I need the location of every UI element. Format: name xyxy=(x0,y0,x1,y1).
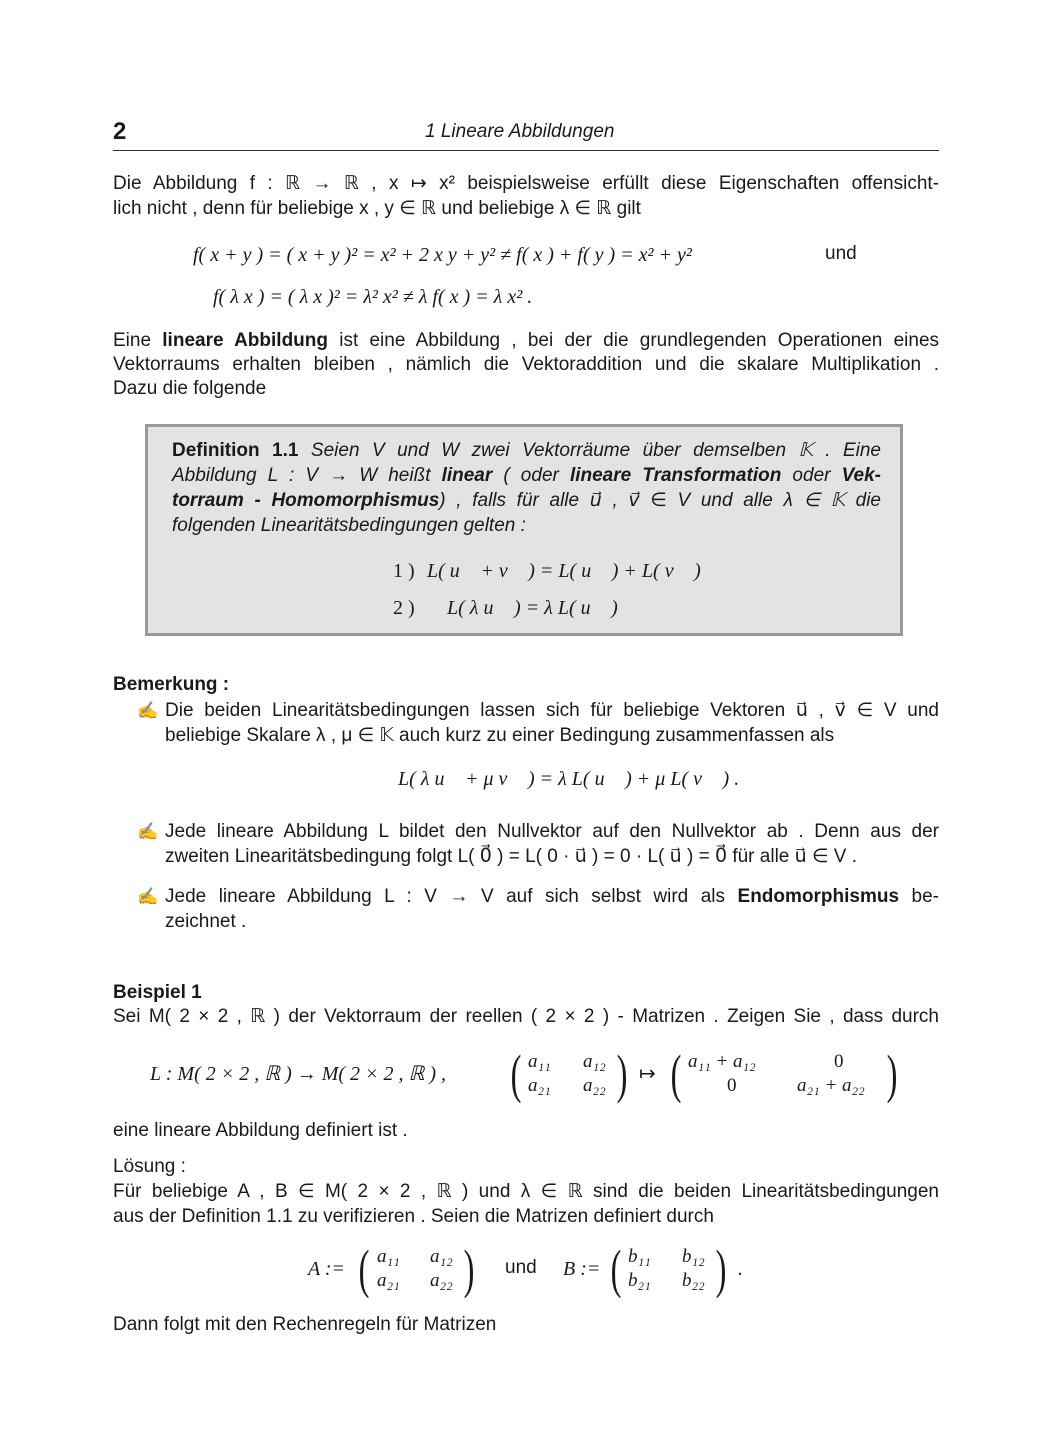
definition-text-2a: Abbildung L : V → W heißt xyxy=(172,465,442,486)
definition-text-2c: ( oder xyxy=(492,465,570,486)
matrix-A-a21: a₂₁ xyxy=(377,1270,400,1291)
lineare-bold: lineare Abbildung xyxy=(162,330,328,351)
mapsto-arrow: ↦ xyxy=(639,1063,656,1085)
matrix-B-left-paren: ( xyxy=(610,1239,622,1299)
equation-homogeneity: f( λ x ) = ( λ x )² = λ² x² ≠ λ f( x ) = λ x² . xyxy=(213,286,533,308)
writing-hand-icon: ✍ xyxy=(137,822,159,841)
intro-line-2: lich nicht , denn für beliebige x , y ∈ ℝ und beliebige λ ∈ ℝ gilt xyxy=(113,198,641,219)
beispiel-line-2: eine lineare Abbildung definiert ist . xyxy=(113,1120,408,1141)
lineare-line-2: Vektorraums erhalten bleiben , nämlich die Vektoraddition und die skalare Multiplikation . xyxy=(113,354,939,375)
definition-line-4: folgenden Linearitätsbedingungen gelten : xyxy=(172,515,526,536)
lineare-line-1 xyxy=(113,329,939,353)
matrix-B-right-paren: ) xyxy=(715,1239,727,1299)
bemerkung-1-equation: L( λ u⃗ + μ v⃗ ) = λ L( u⃗ ) + μ L( v⃗ ) . xyxy=(398,768,740,790)
writing-hand-icon: ✍ xyxy=(137,701,159,720)
matrix-a21: a₂₁ xyxy=(528,1075,551,1096)
matrix-a11: a₁₁ xyxy=(528,1051,551,1072)
condition-2: L( λ u⃗ ) = λ L( u⃗ ) xyxy=(447,597,618,619)
matrix-B-b12: b₁₂ xyxy=(682,1246,705,1267)
equation-additivity: f( x + y ) = ( x + y )² = x² + 2 x y + y² ≠ f( x ) + f( y ) = x² + y² xyxy=(193,244,692,266)
condition-1-number: 1 ) xyxy=(393,560,415,582)
beispiel-line-3: Für beliebige A , B ∈ M( 2 × 2 , ℝ ) und λ ∈ ℝ sind die beiden Linearitätsbedingungen xyxy=(113,1181,939,1202)
matrix-B-b21: b₂₁ xyxy=(628,1270,651,1291)
intro-line-1: Die Abbildung f : ℝ → ℝ , x ↦ x² beispielsweise erfüllt diese Eigenschaften offensicht- xyxy=(113,173,939,194)
loesung-label: Lösung : xyxy=(113,1156,186,1177)
matrix-B-label: B := xyxy=(563,1258,601,1280)
definition-term-homomorphismus: torraum - Homomorphismus xyxy=(172,490,440,511)
definition-line-3 xyxy=(172,489,881,513)
equation-und: und xyxy=(825,243,857,264)
definition-line-1 xyxy=(172,439,881,463)
definition-text-2e: oder xyxy=(781,465,842,486)
running-title: 1 Lineare Abbildungen xyxy=(425,121,615,142)
definition-line-2 xyxy=(172,464,881,488)
term-endomorphismus: Endomorphismus xyxy=(737,886,900,907)
bemerkung-1-line-2: beliebige Skalare λ , μ ∈ 𝕂 auch kurz zu einer Bedingung zusammenfassen als xyxy=(165,725,835,746)
bemerkung-title: Bemerkung : xyxy=(113,674,230,695)
definition-term-linear: linear xyxy=(441,465,493,486)
matrix-A-a22: a₂₂ xyxy=(430,1270,453,1291)
bemerkung-1-line-1: Die beiden Linearitätsbedingungen lassen sich für beliebige Vektoren u⃗ , v⃗ ∈ V und xyxy=(165,700,939,721)
bemerkung-3-line-2: zeichnet . xyxy=(165,911,247,932)
header-rule xyxy=(113,150,939,151)
condition-2-number: 2 ) xyxy=(393,597,415,619)
beispiel-line-4: aus der Definition 1.1 zu verifizieren . Seien die Matrizen definiert durch xyxy=(113,1206,714,1227)
matrix-B-b22: b₂₂ xyxy=(682,1270,705,1291)
definition-term-transformation: lineare Transformation xyxy=(569,465,782,486)
bemerkung-3-hyphen: be- xyxy=(899,886,939,907)
result-21: 0 xyxy=(727,1075,737,1096)
beispiel-line-5: Dann folgt mit den Rechenregeln für Matrizen xyxy=(113,1314,497,1335)
condition-1: L( u⃗ + v⃗ ) = L( u⃗ ) + L( v⃗ ) xyxy=(427,560,701,582)
page-number: 2 xyxy=(113,118,127,145)
lineare-post: ist eine Abbildung , bei der die grundlegenden Operationen eines xyxy=(328,330,940,351)
definition-text-1: Seien V und W zwei Vektorräume über demselben 𝕂 . Eine xyxy=(310,440,881,461)
bemerkung-2-line-2: zweiten Linearitätsbedingung folgt L( 0⃗ ) = L( 0 · u⃗ ) = 0 · L( u⃗ ) = 0⃗ für alle u⃗ ∈ V . xyxy=(165,846,858,867)
mapping-definition: L : M( 2 × 2 , ℝ ) → M( 2 × 2 , ℝ ) , xyxy=(150,1063,447,1085)
beispiel-title: Beispiel 1 xyxy=(113,982,202,1003)
matrix-A-left-paren: ( xyxy=(358,1239,370,1299)
definition-label: Definition 1.1 xyxy=(172,440,299,461)
matrix-B-period: . xyxy=(738,1258,743,1280)
matrix-B-b11: b₁₁ xyxy=(628,1246,651,1267)
lineare-pre: Eine xyxy=(113,330,163,351)
matrix-A-label: A := xyxy=(308,1258,346,1280)
und-label: und xyxy=(505,1257,537,1278)
definition-text-3b: ) , falls für alle u⃗ , v⃗ ∈ V und alle λ ∈ 𝕂 die xyxy=(439,490,881,511)
result-right-paren: ) xyxy=(886,1044,898,1104)
bemerkung-3-text: Jede lineare Abbildung L : V → V auf sich selbst wird als xyxy=(165,886,738,907)
matrix-a22: a₂₂ xyxy=(583,1075,606,1096)
matrix-right-paren: ) xyxy=(616,1044,628,1104)
result-12: 0 xyxy=(834,1051,844,1072)
lineare-line-3: Dazu die folgende xyxy=(113,378,267,399)
matrix-A-a11: a₁₁ xyxy=(377,1246,400,1267)
matrix-A-right-paren: ) xyxy=(463,1239,475,1299)
beispiel-line-1: Sei M( 2 × 2 , ℝ ) der Vektorraum der reellen ( 2 × 2 ) - Matrizen . Zeigen Sie , dass durch xyxy=(113,1006,939,1027)
matrix-left-paren: ( xyxy=(510,1044,522,1104)
writing-hand-icon: ✍ xyxy=(137,887,159,906)
matrix-A-a12: a₁₂ xyxy=(430,1246,453,1267)
bemerkung-3-line-1 xyxy=(165,885,939,909)
bemerkung-2-line-1: Jede lineare Abbildung L bildet den Nullvektor auf den Nullvektor ab . Denn aus der xyxy=(165,821,939,842)
matrix-a12: a₁₂ xyxy=(583,1051,606,1072)
definition-term-vek: Vek- xyxy=(841,465,881,486)
result-left-paren: ( xyxy=(670,1044,682,1104)
result-11: a₁₁ + a₁₂ xyxy=(688,1051,756,1072)
result-22: a₂₁ + a₂₂ xyxy=(797,1075,865,1096)
